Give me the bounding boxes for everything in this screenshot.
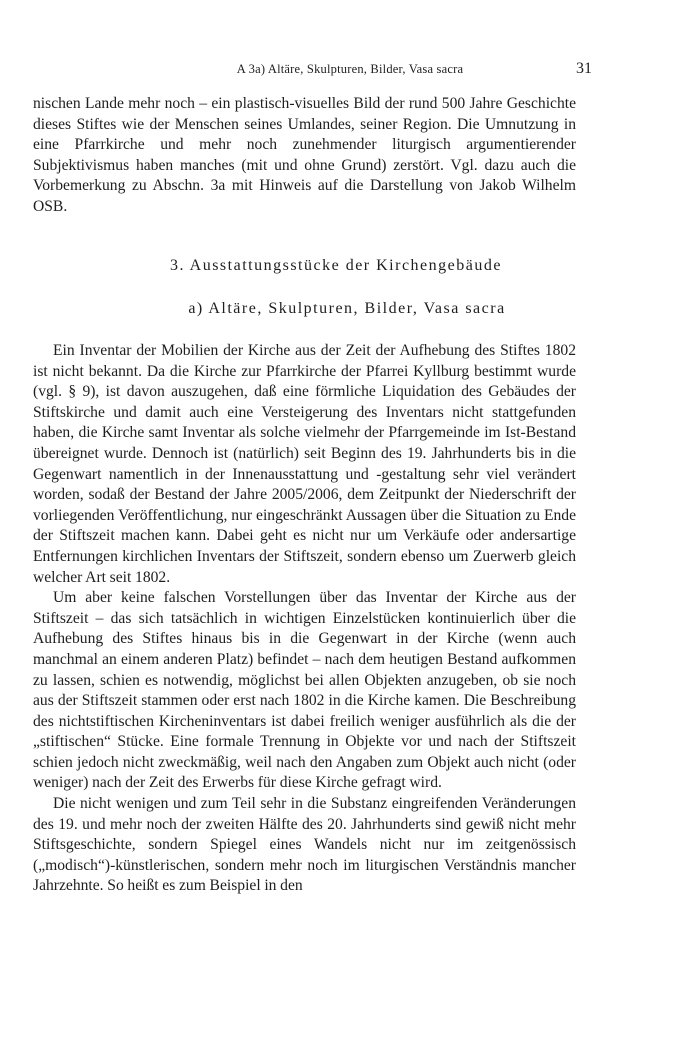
page-number: 31 [576,60,592,77]
section-heading: 3. Ausstattungsstücke der Kirchengebäude [170,257,502,274]
paragraph: Die nicht wenigen und zum Teil sehr in die Substanz eingreifenden Veränderungen des 19. und mehr noch der zweiten Hälfte des 20. Jahrhunderts sind gewiß nicht mehr Stiftsgeschichte, sondern Spiegel eines Wandels nicht nur im zeitgenössisch („modisch“)-künstlerischen, sondern mehr noch im liturgischen Verständnis mancher Jahrzehnte. So heißt es zum Beispiel in den [33,795,576,895]
running-head [0,60,700,80]
paragraph: Um aber keine falschen Vorstellungen über das Inventar der Kirche aus der Stiftszeit – das sich tatsächlich in wichtigen Einzelstücken kontinuierlich über die Aufhebung des Stiftes hinaus bis in die Gegenwart in der Kirche (wenn auch manchmal an einem anderen Platz) befindet – nach dem heutigen Bestand aufkommen zu lassen, schien es notwendig, möglichst bei allen Objekten anzugeben, ob sie noch aus der Stiftszeit stammen oder erst nach 1802 in die Kirche kamen. Die Beschreibung des nichtstiftischen Kircheninventars ist dabei freilich weniger ausführlich als die der „stiftischen“ Stücke. Eine formale Trennung in Objekte vor und nach der Stiftszeit schien jedoch nicht zweckmäßig, weil nach den Angaben zum Objekt auch nicht (oder weniger) nach der Zeit des Erwerbs für diese Kirche gefragt wird. [33,589,576,792]
intro-paragraph: nischen Lande mehr noch – ein plastisch-visuelles Bild der rund 500 Jahre Geschichte dieses Stiftes wie der Menschen seines Umlandes, seiner Region. Die Umnutzung in eine Pfarrkirche und mehr noch zunehmender liturgisch argumentierender Subjektivismus haben manches (mit und ohne Grund) zerstört. Vgl. dazu auch die Vorbemerkung zu Abschn. 3a mit Hinweis auf die Darstellung von Jakob Wilhelm OSB. [33,95,576,215]
intro-text [33,94,576,218]
paragraph: Ein Inventar der Mobilien der Kirche aus der Zeit der Aufhebung des Stiftes 1802 ist nicht bekannt. Da die Kirche zur Pfarrkirche der Pfarrei Kyllburg bestimmt wurde (vgl. § 9), ist davon auszugehen, daß eine förmliche Liquidation des Gebäudes der Stiftskirche und damit auch eine Versteigerung des Inventars nicht stattgefunden haben, die Kirche samt Inventar als solche vielmehr der Pfarrgemeinde im Ist-Bestand übereignet wurde. Dennoch ist (natürlich) seit Beginn des 19. Jahrhunderts bis in die Gegenwart namentlich in der Innenausstattung und -gestaltung sehr viel verändert worden, sodaß der Bestand der Jahre 2005/2006, dem Zeitpunkt der Niederschrift der vorliegenden Veröffentlichung, nur eingeschränkt Aussagen über die Situation zu Ende der Stiftszeit machen kann. Dabei geht es nicht nur um Verkäufe oder andersartige Entfernungen kirchlichen Inventars der Stiftszeit, sondern ebenso um Zuerwerb gleich welcher Art seit 1802. [33,342,576,586]
subsection-heading: a) Altäre, Skulpturen, Bilder, Vasa sacra [188,300,506,317]
running-title: A 3a) Altäre, Skulpturen, Bilder, Vasa sacra [236,62,464,76]
body-text [33,341,576,897]
